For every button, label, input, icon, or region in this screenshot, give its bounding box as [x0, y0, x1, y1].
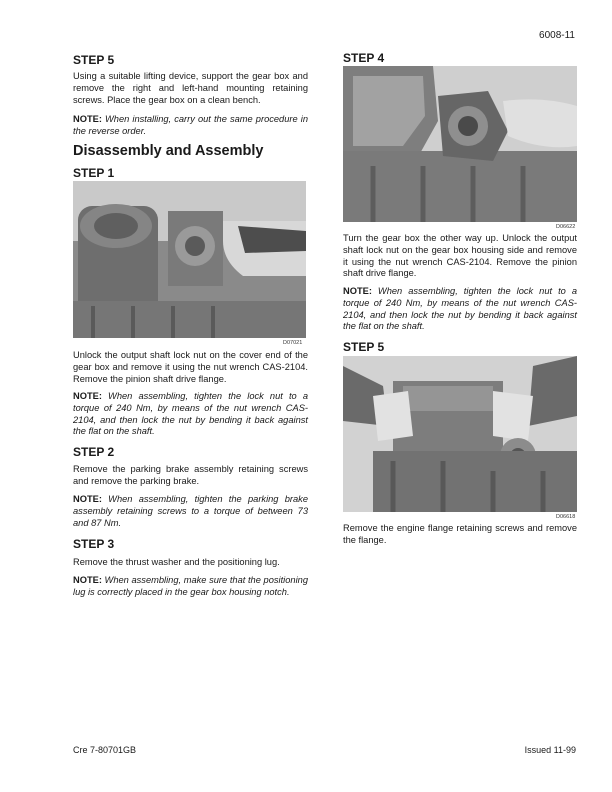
- step4-text: Turn the gear box the other way up. Unlock the output shaft lock nut on the gear box housing side and remove it using the nut wrench CAS-2104. Remove the pinion shaft drive flange.: [343, 233, 577, 279]
- step5b-heading: STEP 5: [343, 340, 385, 354]
- page-number: 6008-11: [539, 30, 575, 41]
- note-label: NOTE:: [73, 494, 102, 504]
- step2-note: [73, 494, 308, 529]
- note-text: When assembling, tighten the lock nut to a torque of 240 Nm, by means of the nut wrench CAS-2104, and then lock the nut by bending it back against the flat on the shaft.: [73, 391, 308, 437]
- step5b-photo: [343, 356, 577, 512]
- step4-note: [343, 286, 577, 333]
- step5b-figure-id: D06618: [556, 514, 576, 520]
- step5-text: Using a suitable lifting device, support the gear box and remove the right and left-hand mounting retaining screws. Place the gear box on a clean bench.: [73, 71, 308, 105]
- footer-document-code: Cre 7-80701GB: [73, 745, 137, 755]
- note-text: When assembling, tighten the lock nut to a torque of 240 Nm, by means of the nut wrench CAS-2104, and then lock the nut by bending it back against the flat on the shaft.: [343, 286, 577, 332]
- note-label: NOTE:: [73, 114, 102, 124]
- step3-note: [73, 575, 308, 599]
- step2-text: Remove the parking brake assembly retaining screws and remove the parking brake.: [73, 464, 308, 486]
- step1-heading: STEP 1: [73, 166, 115, 180]
- step5b-text: Remove the engine flange retaining screws and remove the flange.: [343, 523, 577, 545]
- step3-text: Remove the thrust washer and the positioning lug.: [73, 557, 280, 567]
- footer-issued: Issued 11-99: [524, 745, 576, 755]
- note-text: When assembling, make sure that the positioning lug is correctly placed in the gear box housing notch.: [73, 575, 308, 597]
- note-label: NOTE:: [343, 286, 372, 296]
- step5-heading: STEP 5: [73, 53, 115, 67]
- note-text: When installing, carry out the same procedure in the reverse order.: [73, 114, 308, 136]
- step1-figure-id: D07021: [283, 340, 303, 346]
- step5-note: [73, 114, 308, 138]
- step1-text: Unlock the output shaft lock nut on the cover end of the gear box and remove it using the nut wrench CAS-2104. Remove the pinion shaft drive flange.: [73, 350, 308, 384]
- step4-figure-id: D06622: [556, 224, 576, 230]
- step4-heading: STEP 4: [343, 51, 385, 65]
- step4-photo: [343, 66, 577, 222]
- section-title: Disassembly and Assembly: [73, 143, 264, 159]
- step3-heading: STEP 3: [73, 537, 115, 551]
- step1-photo: [73, 181, 306, 338]
- note-text: When assembling, tighten the parking brake assembly retaining screws to a torque of between 73 and 87 Nm.: [73, 494, 308, 528]
- step2-heading: STEP 2: [73, 445, 115, 459]
- note-label: NOTE:: [73, 391, 102, 401]
- step1-note: [73, 391, 308, 438]
- note-label: NOTE:: [73, 575, 102, 585]
